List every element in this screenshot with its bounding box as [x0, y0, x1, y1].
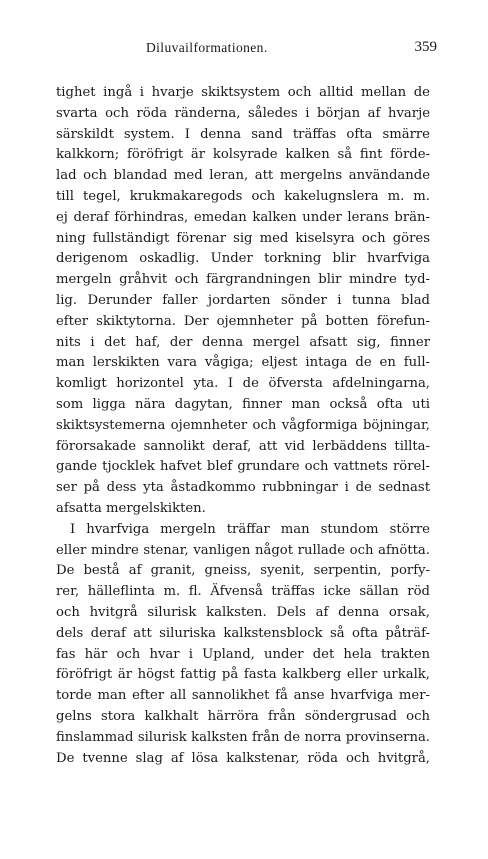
text-line: De bestå af granit, gneiss, syenit, serpentin, porfy- — [56, 563, 430, 579]
text-line: rer, hälleflinta m. fl. Äfvenså träffas icke sällan röd — [56, 584, 430, 600]
text-line: derigenom oskadlig. Under torkning blir hvarfviga — [56, 251, 430, 267]
text-line: mergeln gråhvit och färgrandningen blir mindre tyd- — [56, 272, 430, 288]
text-line: ning fullständigt förenar sig med kiselsyra och göres — [56, 230, 430, 246]
text-line: efter skiktytorna. Der ojemnheter på botten förefun- — [56, 313, 430, 329]
text-line: skiktsystemerna ojemnheter och vågformiga böjningar, — [56, 417, 430, 433]
text-line: torde man efter all sannolikhet få anse hvarfviga mer- — [56, 688, 430, 704]
text-line: och hvitgrå silurisk kalksten. Dels af denna orsak, — [56, 604, 430, 620]
text-line: till tegel, krukmakaregods och kakelugnslera m. m. — [56, 188, 430, 204]
paragraph-end-line: afsatta mergelskikten. — [56, 500, 206, 516]
text-line: som ligga nära dagytan, finner man också ofta uti — [56, 396, 430, 412]
text-line: gelns stora kalkhalt härröra från söndergrusad och — [56, 708, 430, 724]
text-line: finslammad silurisk kalksten från de norra provinserna. — [56, 729, 430, 745]
text-line: nits i det haf, der denna mergel afsatt sig, finner — [56, 334, 430, 350]
text-line: kalkkorn; föröfrigt är kolsyrade kalken så fint förde- — [56, 147, 430, 163]
text-line: fas här och hvar i Upland, under det hela trakten — [56, 646, 430, 662]
text-line: tighet ingå i hvarje skiktsystem och alltid mellan de — [56, 85, 430, 100]
text-line: föröfrigt är högst fattig på fasta kalkberg eller urkalk, — [56, 667, 430, 683]
text-line: De tvenne slag af lösa kalkstenar, röda och hvitgrå, — [56, 750, 430, 766]
text-line: komligt horizontel yta. I de öfversta afdelningarna, — [56, 376, 430, 392]
text-line: lig. Derunder faller jordarten sönder i tunna blad — [56, 292, 430, 308]
text-line: man lerskikten vara vågiga; eljest intaga de en full- — [56, 355, 430, 371]
text-line: dels deraf att siluriska kalkstensblock så ofta påträf- — [56, 625, 430, 641]
text-line: ser på dess yta åstadkommo rubbningar i de sednast — [56, 480, 430, 496]
text-line: särskildt system. I denna sand träffas ofta smärre — [56, 126, 430, 142]
text-line: gande tjocklek hafvet blef grundare och vattnets rörel- — [56, 459, 430, 475]
running-head: Diluvailformationen. — [146, 40, 268, 55]
text-line: eller mindre stenar, vanligen något rullade och afnötta. — [56, 542, 430, 558]
page-header — [60, 40, 445, 62]
page-number: 359 — [414, 39, 437, 55]
paragraph-first-line: I hvarfviga mergeln träffar man stundom större — [70, 521, 430, 537]
text-line: förorsakade sannolikt deraf, att vid lerbäddens tillta- — [56, 438, 430, 454]
body-text — [56, 83, 430, 769]
text-line: svarta och röda ränderna, således i början af hvarje — [56, 105, 430, 121]
text-line: ej deraf förhindras, emedan kalken under lerans brän- — [56, 209, 430, 225]
text-line: lad och blandad med leran, att mergelns användande — [56, 168, 430, 184]
